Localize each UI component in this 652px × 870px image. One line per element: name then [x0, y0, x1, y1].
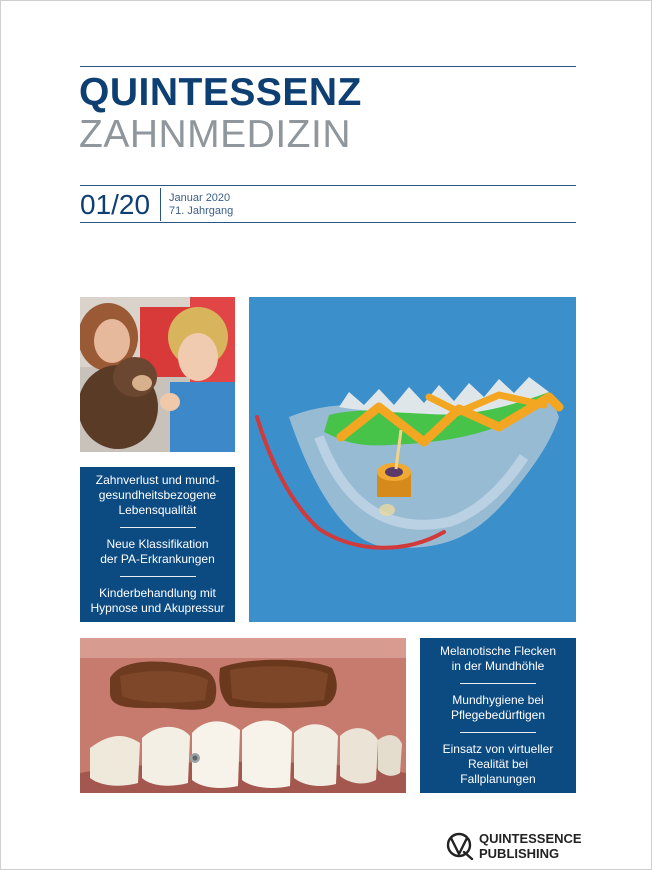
topic-separator — [120, 576, 196, 577]
journal-title-primary: QUINTESSENZ — [79, 71, 362, 114]
issue-rule-top — [80, 185, 576, 186]
issue-separator — [160, 188, 161, 221]
topic-melanotic-spots: Melanotische Flecken in der Mundhöhle — [439, 644, 557, 673]
topic-virtual-reality: Einsatz von virtueller Realität bei Fallplanungen — [442, 742, 554, 786]
qv-monogram-icon — [445, 832, 475, 860]
topic-tooth-loss: Zahnverlust und mund- gesundheitsbezogene Lebensqualität — [95, 473, 220, 517]
topic-separator — [120, 527, 196, 528]
topics-box-left — [80, 467, 235, 622]
topic-separator — [460, 683, 536, 684]
child-photo — [80, 297, 235, 452]
publisher-mark — [445, 831, 651, 861]
issue-date-block — [169, 192, 233, 218]
topic-child-treatment: Kinderbehandlung mit Hypnose und Akupressur — [90, 586, 225, 615]
topics-box-right — [420, 638, 576, 793]
issue-rule-bottom — [80, 222, 576, 223]
issue-number: 01/20 — [80, 189, 151, 220]
jaw-model-image — [249, 297, 576, 622]
issue-month: Januar 2020 — [169, 192, 231, 204]
publisher-name: QUINTESSENCE PUBLISHING — [479, 831, 582, 861]
topic-separator — [460, 732, 536, 733]
topic-oral-hygiene-care: Mundhygiene bei Pflegebedürftigen — [450, 693, 546, 722]
issue-volume: 71. Jahrgang — [169, 205, 234, 217]
teeth-photo — [80, 638, 406, 793]
top-rule — [80, 66, 576, 67]
journal-title-secondary: ZAHNMEDIZIN — [79, 113, 351, 156]
topic-pa-classification: Neue Klassifikation der PA-Erkrankungen — [100, 537, 215, 566]
